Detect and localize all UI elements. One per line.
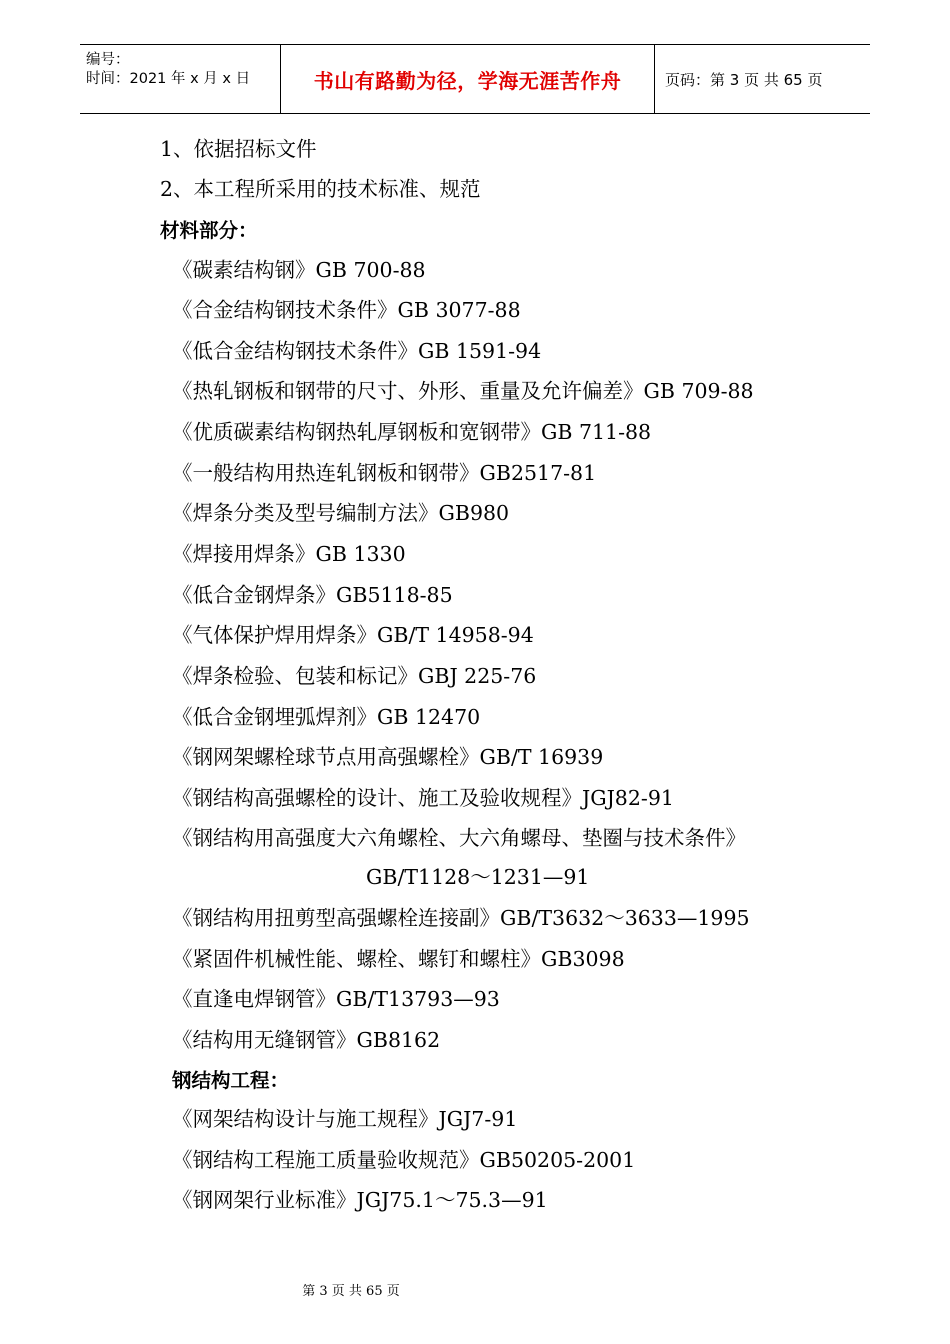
standard-item: 《焊条分类及型号编制方法》GB980 [172,501,510,525]
section-item-2: 2、本工程所采用的技术标准、规范 [160,177,481,201]
standard-item: 《钢网架螺栓球节点用高强螺栓》GB/T 16939 [172,745,604,769]
standard-code-continued: GB/T1128～1231—91 [366,865,590,889]
document-number-label: 编号： [86,52,130,68]
footer-page-number: 第 3 页 共 65 页 [302,1284,400,1299]
header-page-info: 页码：第 3 页 共 65 页 [665,70,823,89]
materials-heading: 材料部分： [160,219,258,242]
standard-item: 《焊条检验、包装和标记》GBJ 225-76 [172,664,537,688]
standard-item: 《焊接用焊条》GB 1330 [172,542,406,566]
standard-item: 《结构用无缝钢管》GB8162 [172,1028,441,1052]
standard-item: 《低合金结构钢技术条件》GB 1591-94 [172,339,542,363]
page-header [80,44,870,114]
section-item-1: 1、依据招标文件 [160,137,317,161]
standard-item: 《钢结构用高强度大六角螺栓、大六角螺母、垫圈与技术条件》 [172,826,746,850]
standard-item: 《直逢电焊钢管》GB/T13793—93 [172,987,500,1011]
standard-item: 《网架结构设计与施工规程》JGJ7-91 [172,1107,518,1131]
standard-item: 《钢结构用扭剪型高强螺栓连接副》GB/T3632～3633—1995 [172,906,750,930]
standard-item: 《合金结构钢技术条件》GB 3077-88 [172,298,521,322]
standard-item: 《一般结构用热连轧钢板和钢带》GB2517-81 [172,461,597,485]
page-footer [0,1280,950,1299]
standard-item: 《低合金钢埋弧焊剂》GB 12470 [172,705,481,729]
standard-item: 《钢网架行业标准》JGJ75.1～75.3—91 [172,1188,548,1212]
document-date: 时间：2021 年 x 月 x 日 [86,71,251,87]
standard-item: 《气体保护焊用焊条》GB/T 14958-94 [172,623,534,647]
standard-item: 《低合金钢焊条》GB5118-85 [172,583,453,607]
standard-item: 《热轧钢板和钢带的尺寸、外形、重量及允许偏差》GB 709-88 [172,379,754,403]
standard-item: 《钢结构高强螺栓的设计、施工及验收规程》JGJ82-91 [172,786,674,810]
header-motto: 书山有路勤为径，学海无涯苦作舟 [313,68,622,93]
header-meta [80,45,281,113]
steel-structure-heading: 钢结构工程： [172,1069,290,1092]
standard-item: 《钢结构工程施工质量验收规范》GB50205-2001 [172,1148,636,1172]
header-motto-cell [281,45,655,113]
standard-item: 《紧固件机械性能、螺栓、螺钉和螺柱》GB3098 [172,947,625,971]
standard-item: 《碳素结构钢》GB 700-88 [172,258,426,282]
standard-item: 《优质碳素结构钢热轧厚钢板和宽钢带》GB 711-88 [172,420,652,444]
